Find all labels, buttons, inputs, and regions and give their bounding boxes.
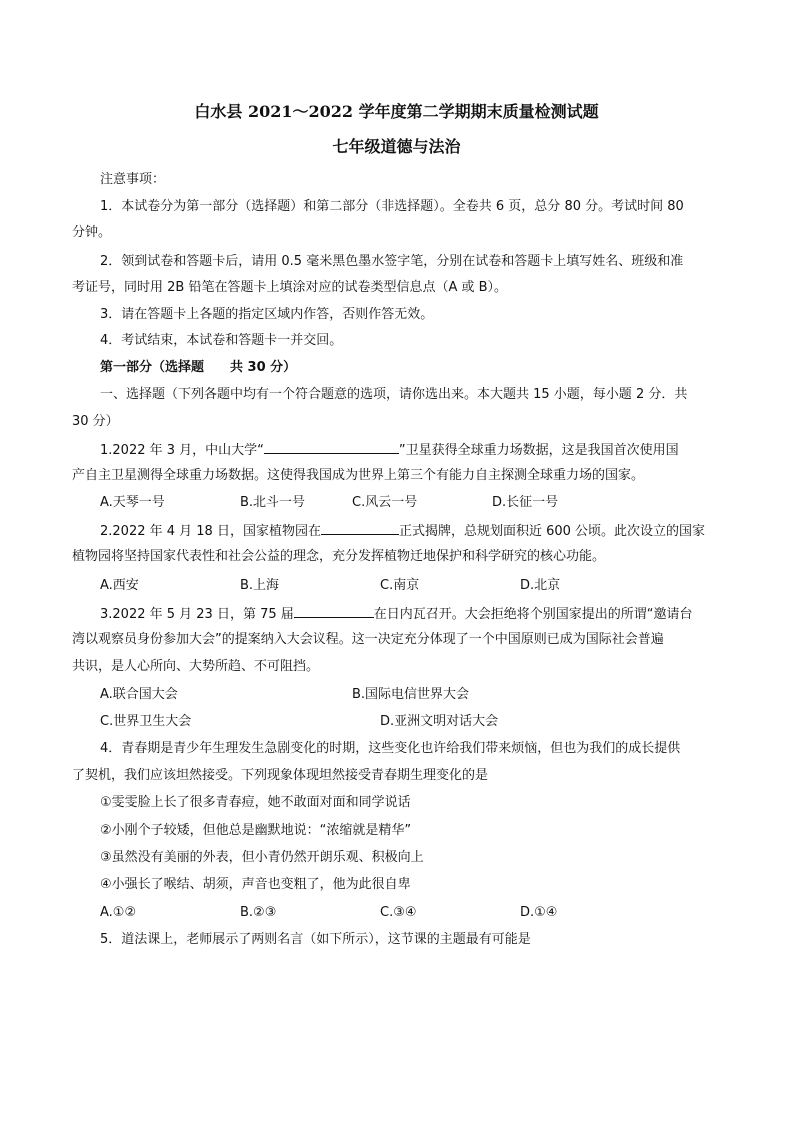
question-2-text: 2.2022 年 4 月 18 日，国家植物园在	[100, 524, 321, 539]
question-3-text: 在日内瓦召开。大会拒绝将个别国家提出的所谓“邀请台	[373, 607, 693, 622]
answer-blank	[264, 441, 399, 454]
notice-item: 2．领到试卷和答题卡后，请用 0.5 毫米黑色墨水签字笔，分别在试卷和答题卡上填写姓名、班级和准	[100, 254, 684, 269]
question-3	[100, 605, 693, 623]
notice-item: 考证号，同时用 2B 铅笔在答题卡上填涂对应的试卷类型信息点（A 或 B）。	[72, 280, 508, 295]
question-3-text: 3.2022 年 5 月 23 日，第 75 届	[100, 607, 294, 622]
option-d: D.①④	[520, 905, 558, 920]
option-c: C.风云一号	[352, 495, 418, 510]
option-b: B.北斗一号	[240, 495, 306, 510]
question-4-text: 了契机，我们应该坦然接受。下列现象体现坦然接受青春期生理变化的是	[72, 768, 489, 783]
part1-intro: 30 分）	[72, 414, 119, 429]
option-b: B.上海	[240, 578, 280, 593]
option-d: D.长征一号	[492, 495, 559, 510]
statement-1: ①雯雯脸上长了很多青春痘，她不敢面对面和同学说话	[100, 795, 411, 810]
question-5-text: 5．道法课上，老师展示了两则名言（如下所示），这节课的主题最有可能是	[100, 932, 531, 947]
option-d: D.亚洲文明对话大会	[380, 714, 499, 729]
part1-heading: 第一部分（选择题 共 30 分）	[100, 360, 297, 375]
option-c: C.南京	[380, 578, 420, 593]
option-a: A.天琴一号	[100, 495, 165, 510]
option-b: B.国际电信世界大会	[352, 687, 470, 702]
question-2	[100, 522, 705, 540]
option-a: A.西安	[100, 578, 139, 593]
question-1	[100, 441, 679, 459]
statement-2: ②小刚个子较矮，但他总是幽默地说：“浓缩就是精华”	[100, 823, 412, 838]
notice-heading: 注意事项：	[100, 172, 166, 187]
notice-item: 1．本试卷分为第一部分（选择题）和第二部分（非选择题）。全卷共 6 页，总分 80 分。考试时间 80	[100, 199, 684, 214]
question-2-text: 正式揭牌，总规划面积近 600 公顷。此次设立的国家	[398, 524, 706, 539]
option-c: C.③④	[380, 905, 417, 920]
exam-subtitle: 七年级道德与法治	[332, 137, 461, 156]
statement-3: ③虽然没有美丽的外表，但小青仍然开朗乐观、积极向上	[100, 850, 424, 865]
question-2-text: 植物园将坚持国家代表性和社会公益的理念，充分发挥植物迁地保护和科学研究的核心功能。	[72, 549, 606, 564]
option-b: B.②③	[240, 905, 277, 920]
option-a: A.①②	[100, 905, 137, 920]
option-d: D.北京	[520, 578, 561, 593]
question-4-text: 4．青春期是青少年生理发生急剧变化的时期，这些变化也许给我们带来烦恼，但也为我们的成长提供	[100, 741, 681, 756]
notice-item: 分钟。	[72, 225, 112, 240]
answer-blank	[294, 605, 374, 618]
question-3-text: 湾以观察员身份参加大会”的提案纳入大会议程。这一决定充分体现了一个中国原则已成为国际社会普遍	[72, 632, 664, 647]
exam-title: 白水县 2021～2022 学年度第二学期期末质量检测试题	[194, 102, 599, 121]
statement-4: ④小强长了喉结、胡须，声音也变粗了，他为此很自卑	[100, 877, 411, 892]
notice-item: 4．考试结束，本试卷和答题卡一并交回。	[100, 333, 343, 348]
question-1-text: 1.2022 年 3 月，中山大学“	[100, 443, 264, 458]
notice-item: 3．请在答题卡上各题的指定区域内作答，否则作答无效。	[100, 307, 434, 322]
question-1-text: ”卫星获得全球重力场数据，这是我国首次使用国	[398, 443, 679, 458]
answer-blank	[321, 522, 399, 535]
option-a: A.联合国大会	[100, 687, 178, 702]
option-c: C.世界卫生大会	[100, 714, 192, 729]
part1-intro: 一、选择题（下列各题中均有一个符合题意的选项，请你选出来。本大题共 15 小题，每小题 2 分．共	[100, 387, 688, 402]
question-3-text: 共识，是人心所向、大势所趋、不可阻挡。	[72, 659, 320, 674]
question-1-text: 产自主卫星测得全球重力场数据。这使得我国成为世界上第三个有能力自主探测全球重力场的国家。	[72, 468, 645, 483]
